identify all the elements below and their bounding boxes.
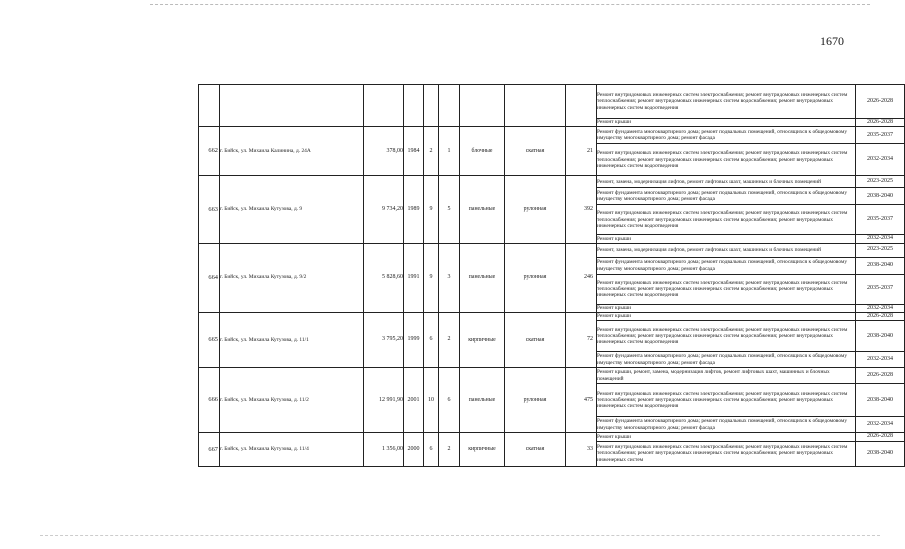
house-year [404, 85, 424, 127]
work-description: Ремонт внутридомовых инженерных систем электроснабжения; ремонт внутридомовых инженерных систем теплоснабжения; ремонт внутридомовых инженерных систем водоснабжения; ремонт внутридомовых инженерных систем водоотведения [597, 205, 856, 235]
house-number: 667 [199, 433, 220, 466]
house-residents: 246 [566, 243, 597, 312]
work-description: Ремонт внутридомовых инженерных систем электроснабжения; ремонт внутридомовых инженерных систем теплоснабжения; ремонт внутридомовых инженерных систем водоснабжения; ремонт внутридомовых инженерных систем водоотведения [597, 144, 856, 176]
work-description: Ремонт фундамента многоквартирного дома; ремонт подвальных помещений, относящихся к общедомовому имуществу многоквартирного дома; ремонт фасада [597, 352, 856, 368]
work-period: 2023-2025 [856, 243, 905, 257]
house-entrances: 2 [439, 433, 460, 466]
table-row [199, 433, 905, 441]
house-roof: скатная [505, 312, 566, 367]
house-walls: панельные [460, 176, 505, 243]
house-roof: рулонная [505, 176, 566, 243]
house-number: 662 [199, 127, 220, 176]
scan-bottom-edge [40, 535, 880, 536]
work-period: 2026-2028 [856, 368, 905, 384]
house-entrances: 2 [439, 312, 460, 367]
house-roof: рулонная [505, 243, 566, 312]
house-residents: 475 [566, 368, 597, 433]
house-walls: кирпичные [460, 312, 505, 367]
work-period: 2026-2028 [856, 119, 905, 127]
work-description: Ремонт крыши [597, 433, 856, 441]
house-entrances: 6 [439, 368, 460, 433]
house-year: 2000 [404, 433, 424, 466]
house-address: г. Бийск, ул. Михаила Кутузова, д. 11/4 [220, 433, 364, 466]
house-floors: 6 [424, 312, 439, 367]
work-period: 2032-2034 [856, 417, 905, 433]
work-period: 2035-2037 [856, 127, 905, 144]
house-roof: рулонная [505, 368, 566, 433]
table-row [199, 368, 905, 384]
house-walls: панельные [460, 368, 505, 433]
work-period: 2023-2025 [856, 176, 905, 188]
house-area [364, 85, 404, 127]
work-period: 2038-2040 [856, 188, 905, 205]
work-period: 2038-2040 [856, 384, 905, 417]
table-row [199, 243, 905, 257]
page-number: 1670 [820, 34, 844, 48]
house-area: 9 734,20 [364, 176, 404, 243]
house-area: 5 828,60 [364, 243, 404, 312]
work-period: 2035-2037 [856, 274, 905, 304]
house-residents: 33 [566, 433, 597, 466]
work-period: 2038-2040 [856, 257, 905, 274]
work-description: Ремонт внутридомовых инженерных систем электроснабжения; ремонт внутридомовых инженерных систем теплоснабжения; ремонт внутридомовых инженерных систем водоснабжения; ремонт внутридомовых инженерных систем водоотведения [597, 384, 856, 417]
house-roof [505, 85, 566, 127]
house-walls: кирпичные [460, 433, 505, 466]
house-entrances: 5 [439, 176, 460, 243]
work-period: 2032-2034 [856, 235, 905, 243]
house-year: 2001 [404, 368, 424, 433]
house-floors [424, 85, 439, 127]
table-row [199, 176, 905, 188]
house-address: г. Бийск, ул. Михаила Кутузова, д. 9/2 [220, 243, 364, 312]
house-floors: 10 [424, 368, 439, 433]
house-address: г. Бийск, ул. Михаила Кутузова, д. 9 [220, 176, 364, 243]
work-period: 2026-2028 [856, 433, 905, 441]
work-description: Ремонт крыши [597, 312, 856, 320]
work-description: Ремонт крыши [597, 119, 856, 127]
house-number: 663 [199, 176, 220, 243]
repair-schedule-table [198, 84, 905, 467]
work-description: Ремонт крыши [597, 304, 856, 312]
house-number [199, 85, 220, 127]
work-period: 2032-2034 [856, 144, 905, 176]
house-number: 665 [199, 312, 220, 367]
house-floors: 9 [424, 176, 439, 243]
house-residents: 392 [566, 176, 597, 243]
house-year: 1984 [404, 127, 424, 176]
work-period: 2038-2040 [856, 441, 905, 466]
work-description: Ремонт внутридомовых инженерных систем электроснабжения; ремонт внутридомовых инженерных систем теплоснабжения; ремонт внутридомовых инженерных систем водоснабжения; ремонт внутридомовых инженерных систем водоотведения [597, 321, 856, 352]
table-row [199, 312, 905, 320]
house-address: г. Бийск, ул. Михаила Кутузова, д. 11/1 [220, 312, 364, 367]
house-year: 1999 [404, 312, 424, 367]
work-description: Ремонт фундамента многоквартирного дома; ремонт подвальных помещений, относящихся к общедомовому имуществу многоквартирного дома; ремонт фасада [597, 257, 856, 274]
house-residents: 21 [566, 127, 597, 176]
work-description: Ремонт крыши [597, 235, 856, 243]
table-row [199, 85, 905, 119]
work-period: 2032-2034 [856, 304, 905, 312]
house-residents: 72 [566, 312, 597, 367]
house-floors: 9 [424, 243, 439, 312]
work-description: Ремонт фундамента многоквартирного дома; ремонт подвальных помещений, относящихся к общедомовому имуществу многоквартирного дома; ремонт фасада [597, 417, 856, 433]
scan-top-edge [150, 4, 870, 5]
house-address: г. Бийск, ул. Михаила Калинина, д. 24А [220, 127, 364, 176]
work-description: Ремонт внутридомовых инженерных систем электроснабжения; ремонт внутридомовых инженерных систем теплоснабжения; ремонт внутридомовых инженерных систем водоснабжения; ремонт внутридомовых инженерных систем [597, 441, 856, 466]
house-floors: 6 [424, 433, 439, 466]
house-floors: 2 [424, 127, 439, 176]
work-description: Ремонт внутридомовых инженерных систем электроснабжения; ремонт внутридомовых инженерных систем теплоснабжения; ремонт внутридомовых инженерных систем водоснабжения; ремонт внутридомовых инженерных систем водоотведения [597, 274, 856, 304]
work-period: 2038-2040 [856, 321, 905, 352]
house-walls: панельные [460, 243, 505, 312]
work-description: Ремонт крыши, ремонт, замена, модернизация лифтов, ремонт лифтовых шахт, машинных и блочных помещений [597, 368, 856, 384]
work-description: Ремонт, замена, модернизация лифтов, ремонт лифтовых шахт, машинных и блочных помещений [597, 243, 856, 257]
house-residents [566, 85, 597, 127]
house-address: г. Бийск, ул. Михаила Кутузова, д. 11/2 [220, 368, 364, 433]
work-description: Ремонт фундамента многоквартирного дома; ремонт подвальных помещений, относящихся к общедомовому имуществу многоквартирного дома; ремонт фасада [597, 188, 856, 205]
house-year: 1991 [404, 243, 424, 312]
house-area: 1 356,00 [364, 433, 404, 466]
work-description: Ремонт, замена, модернизация лифтов, ремонт лифтовых шахт, машинных и блочных помещений [597, 176, 856, 188]
house-area: 12 991,90 [364, 368, 404, 433]
work-description: Ремонт фундамента многоквартирного дома; ремонт подвальных помещений, относящихся к общедомовому имуществу многоквартирного дома; ремонт фасада [597, 127, 856, 144]
house-address [220, 85, 364, 127]
table-row [199, 127, 905, 144]
house-number: 664 [199, 243, 220, 312]
house-year: 1989 [404, 176, 424, 243]
house-area: 3 795,20 [364, 312, 404, 367]
house-entrances: 1 [439, 127, 460, 176]
house-roof: скатная [505, 433, 566, 466]
work-period: 2026-2028 [856, 85, 905, 119]
house-walls: блочные [460, 127, 505, 176]
house-roof: скатная [505, 127, 566, 176]
work-period: 2026-2028 [856, 312, 905, 320]
work-period: 2032-2034 [856, 352, 905, 368]
house-entrances [439, 85, 460, 127]
house-area: 378,00 [364, 127, 404, 176]
house-number: 666 [199, 368, 220, 433]
house-entrances: 3 [439, 243, 460, 312]
house-walls [460, 85, 505, 127]
work-period: 2035-2037 [856, 205, 905, 235]
work-description: Ремонт внутридомовых инженерных систем электроснабжения; ремонт внутридомовых инженерных систем теплоснабжения; ремонт внутридомовых инженерных систем водоснабжения; ремонт внутридомовых инженерных систем водоотведения [597, 85, 856, 119]
